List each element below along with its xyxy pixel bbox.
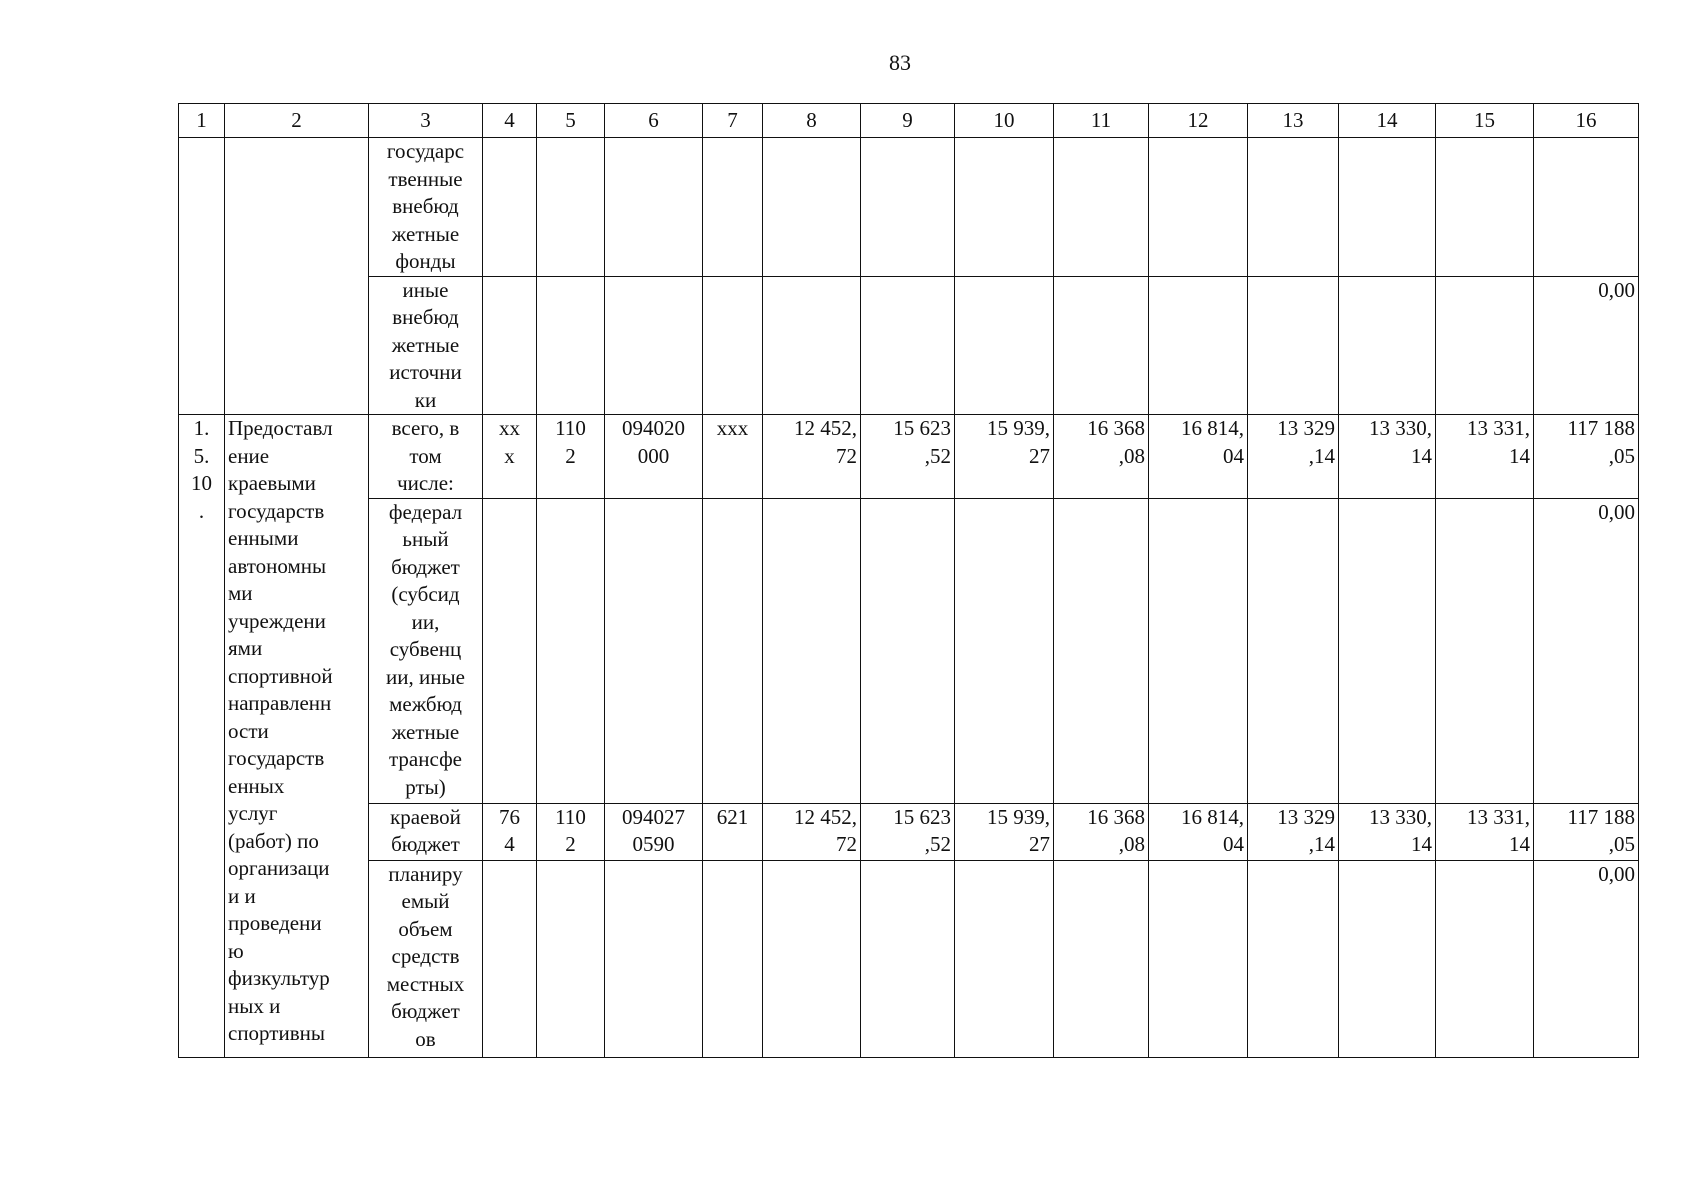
- cell-line: физкультур: [228, 966, 330, 990]
- cell-line: учреждени: [228, 608, 326, 633]
- cell-line: 094027: [622, 804, 685, 829]
- column-number-8: 8: [763, 104, 861, 138]
- cell-c6: [605, 803, 703, 860]
- cell-line: автономны: [228, 553, 327, 578]
- cell-line: 13 329: [1277, 416, 1335, 440]
- cell-line: .: [198, 498, 205, 523]
- column-number-1: 1: [179, 104, 225, 138]
- column-number-14: 14: [1339, 104, 1436, 138]
- cell-c13: [1248, 803, 1339, 860]
- cell-line: Предоставл: [228, 416, 333, 440]
- column-number-13: 13: [1248, 104, 1339, 138]
- cell-line: ение: [228, 443, 270, 468]
- cell-c5: [537, 803, 605, 860]
- cell-line: 15 623: [893, 416, 951, 440]
- cell-line: объем: [398, 916, 453, 941]
- label-regional: [369, 803, 483, 860]
- cell-line: государств: [228, 498, 325, 523]
- cell-line: 10: [191, 471, 212, 495]
- cell-c15: [1436, 415, 1534, 499]
- cell-line: планиру: [388, 861, 463, 886]
- cell-line: государс: [386, 139, 465, 163]
- column-number-6: 6: [605, 104, 703, 138]
- cell-line: направленн: [228, 691, 332, 715]
- table-row-other-sources: [179, 276, 1639, 415]
- cell-line: 12 452,: [794, 416, 857, 440]
- cell-line: жетные: [391, 332, 460, 357]
- cell-line: бюджет: [391, 832, 460, 856]
- column-number-10: 10: [955, 104, 1054, 138]
- cell-line: 2: [565, 443, 576, 468]
- total-federal: 0,00: [1534, 498, 1639, 803]
- cell-line: федерал: [388, 499, 463, 524]
- cell-line: твенные: [388, 166, 463, 191]
- column-number-12: 12: [1149, 104, 1248, 138]
- cell-c11: [1054, 415, 1149, 499]
- cell-line: 110: [555, 804, 586, 829]
- cell-line: ,08: [1118, 832, 1145, 856]
- cell-line: бюджет: [391, 554, 460, 579]
- cell-line: 15 939,: [987, 416, 1050, 440]
- cell-line: фонды: [395, 249, 456, 273]
- cell-c10: [955, 803, 1054, 860]
- cell-c15: [1436, 803, 1534, 860]
- cell-line: 5.: [193, 443, 210, 468]
- cell-line: внебюд: [392, 194, 459, 218]
- cell-c14: [1339, 803, 1436, 860]
- column-number-11: 11: [1054, 104, 1149, 138]
- label-all-including: [369, 415, 483, 499]
- cell-c9: [861, 415, 955, 499]
- cell-line: 16 814,: [1181, 804, 1244, 829]
- item-number: [179, 415, 225, 1058]
- cell-line: ,52: [924, 832, 951, 856]
- cell-line: 13 329: [1277, 804, 1335, 829]
- cell-line: 15 623: [893, 804, 951, 829]
- cell-line: 117 188: [1567, 416, 1635, 440]
- cell-line: 110: [555, 416, 586, 440]
- cell-line: 15 939,: [987, 804, 1050, 829]
- cell-line: ,08: [1118, 443, 1145, 468]
- cell-c16: [1534, 803, 1639, 860]
- cell-line: местных: [386, 971, 465, 996]
- label-other-sources: [369, 276, 483, 415]
- column-number-7: 7: [703, 104, 763, 138]
- label-federal: [369, 498, 483, 803]
- cell-line: ,14: [1308, 832, 1335, 856]
- cell-line: 16 368: [1087, 804, 1145, 829]
- cell-line: енных: [228, 773, 285, 798]
- cell-line: 117 188: [1567, 804, 1635, 829]
- column-number-16: 16: [1534, 104, 1639, 138]
- cell-line: 16 814,: [1181, 416, 1244, 440]
- cell-line: ьный: [402, 527, 449, 551]
- cell-line: ных и: [228, 993, 281, 1018]
- cell-line: 14: [1509, 832, 1530, 856]
- cell-line: жетные: [391, 719, 460, 744]
- cell-line: том: [409, 443, 442, 468]
- cell-line: 14: [1411, 443, 1432, 468]
- total-local: 0,00: [1534, 860, 1639, 1057]
- cell-line: ,05: [1608, 832, 1635, 856]
- cell-c4: [483, 415, 537, 499]
- cell-line: ,52: [924, 443, 951, 468]
- table-row-regional: [179, 803, 1639, 860]
- cell-line: ,14: [1308, 443, 1335, 468]
- cell-line: внебюд: [392, 305, 459, 329]
- column-number-3: 3: [369, 104, 483, 138]
- cell-line: жетные: [391, 221, 460, 246]
- table-row-state-funds: [179, 138, 1639, 277]
- cell-line: 4: [504, 832, 515, 856]
- cell-line: 04: [1223, 832, 1244, 856]
- cell-line: 13 331,: [1467, 804, 1530, 829]
- column-number-9: 9: [861, 104, 955, 138]
- cell-c9: [861, 803, 955, 860]
- cell-line: 16 368: [1087, 416, 1145, 440]
- column-number-15: 15: [1436, 104, 1534, 138]
- cell-line: 27: [1029, 443, 1050, 468]
- column-number-row: [179, 104, 1639, 138]
- cell-line: услуг: [228, 801, 278, 825]
- empty-cell: [225, 138, 369, 415]
- cell-line: хх: [499, 416, 520, 440]
- cell-c14: [1339, 415, 1436, 499]
- cell-line: 13 331,: [1467, 416, 1530, 440]
- cell-c8: [763, 415, 861, 499]
- label-local: [369, 860, 483, 1057]
- cell-line: ии, иные: [386, 664, 465, 689]
- cell-line: ии,: [411, 609, 440, 634]
- column-number-2: 2: [225, 104, 369, 138]
- cell-line: межбюд: [389, 692, 462, 716]
- cell-line: средств: [391, 944, 460, 968]
- cell-line: государств: [228, 746, 325, 770]
- cell-line: 000: [637, 443, 670, 468]
- cell-line: 72: [836, 832, 857, 856]
- table-row-federal: [179, 498, 1639, 803]
- cell-line: 13 330,: [1369, 804, 1432, 829]
- cell-line: иные: [402, 277, 449, 302]
- cell-line: 12 452,: [794, 804, 857, 829]
- column-number-4: 4: [483, 104, 537, 138]
- cell-c11: [1054, 803, 1149, 860]
- cell-line: и и: [228, 883, 256, 908]
- cell-line: бюджет: [391, 999, 460, 1023]
- cell-line: спортивной: [228, 663, 333, 688]
- cell-line: ю: [228, 938, 244, 963]
- cell-line: 72: [836, 443, 857, 468]
- budget-table: [178, 103, 1639, 1058]
- cell-line: ов: [415, 1026, 436, 1051]
- cell-line: 13 330,: [1369, 416, 1432, 440]
- cell-line: 04: [1223, 443, 1244, 468]
- label-state-funds: [369, 138, 483, 277]
- cell-line: ,05: [1608, 443, 1635, 468]
- total-other-sources: 0,00: [1534, 276, 1639, 415]
- cell-line: ости: [228, 718, 269, 743]
- cell-line: енными: [228, 526, 299, 550]
- cell-c8: [763, 803, 861, 860]
- cell-line: числе:: [397, 471, 454, 495]
- column-number-5: 5: [537, 104, 605, 138]
- cell-line: источни: [389, 360, 462, 384]
- item-description: [225, 415, 369, 1058]
- cell-c10: [955, 415, 1054, 499]
- cell-line: проведени: [228, 911, 322, 935]
- cell-c6: [605, 415, 703, 499]
- cell-c7: 621: [703, 803, 763, 860]
- cell-c13: [1248, 415, 1339, 499]
- empty-cell: [179, 138, 225, 415]
- cell-line: краевой: [390, 804, 461, 829]
- cell-line: 14: [1509, 443, 1530, 468]
- cell-line: ми: [228, 581, 253, 605]
- cell-line: 094020: [622, 416, 685, 440]
- cell-line: краевыми: [228, 471, 316, 495]
- cell-line: (субсид: [391, 582, 460, 606]
- cell-c7: ххх: [703, 415, 763, 499]
- cell-line: 1.: [193, 416, 210, 440]
- cell-line: рты): [405, 774, 446, 799]
- cell-c16: [1534, 415, 1639, 499]
- cell-line: всего, в: [391, 416, 460, 440]
- table-row-local: [179, 860, 1639, 1057]
- page-number: 83: [889, 50, 911, 75]
- cell-line: х: [504, 443, 515, 468]
- cell-line: спортивны: [228, 1021, 325, 1045]
- cell-c5: [537, 415, 605, 499]
- table-row-all-including: [179, 415, 1639, 499]
- cell-line: ями: [228, 636, 263, 660]
- cell-line: ки: [414, 387, 437, 412]
- cell-line: 76: [499, 804, 520, 829]
- cell-line: 2: [565, 832, 576, 856]
- cell-line: 27: [1029, 832, 1050, 856]
- cell-line: (работ) по: [228, 828, 319, 853]
- cell-c12: [1149, 415, 1248, 499]
- cell-line: трансфе: [389, 747, 462, 771]
- cell-c12: [1149, 803, 1248, 860]
- cell-line: 14: [1411, 832, 1432, 856]
- cell-line: субвенц: [389, 637, 462, 661]
- cell-line: емый: [401, 889, 450, 913]
- cell-c4: [483, 803, 537, 860]
- cell-line: организаци: [228, 856, 330, 880]
- cell-line: 0590: [632, 832, 675, 856]
